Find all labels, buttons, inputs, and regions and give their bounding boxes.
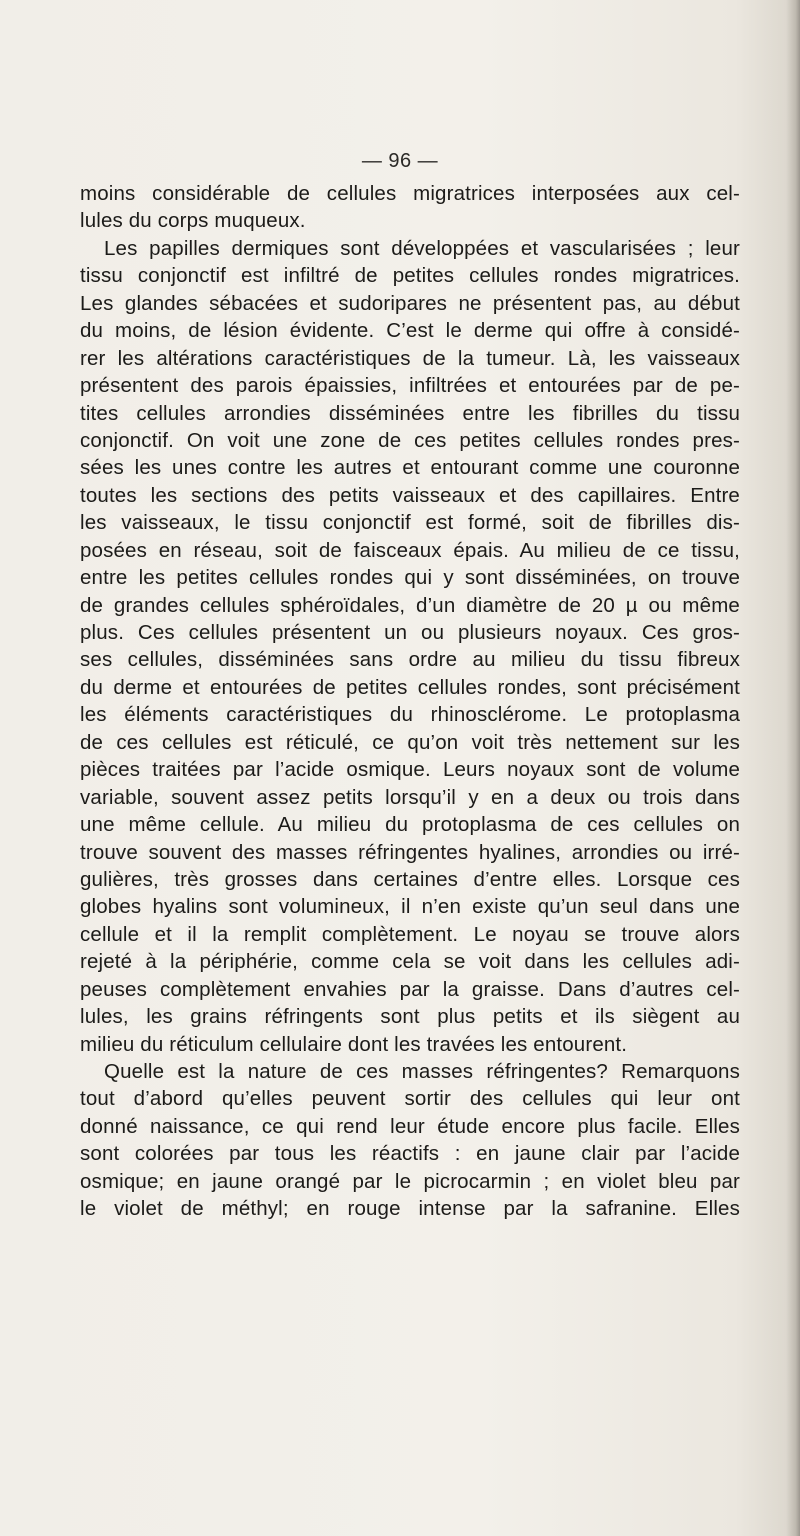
text-line: du derme et entourées de petites cellules rondes, sont précisément [80, 675, 740, 699]
text-line: osmique; en jaune orangé par le picrocarmin ; en violet bleu par [80, 1169, 740, 1193]
text-line: peuses complètement envahies par la graisse. Dans d’autres cel- [80, 977, 740, 1001]
text-line: une même cellule. Au milieu du protoplasma de ces cellules on [80, 813, 740, 837]
text-line: du moins, de lésion évidente. C’est le derme qui offre à considé- [80, 319, 740, 343]
text-line: gulières, très grosses dans certaines d’entre elles. Lorsque ces [80, 867, 740, 891]
text-line: tout d’abord qu’elles peuvent sortir des cellules qui leur ont [80, 1087, 740, 1111]
text-line: trouve souvent des masses réfringentes hyalines, arrondies ou irré- [80, 840, 740, 864]
text-line: Quelle est la nature de ces masses réfringentes? Remarquons [104, 1060, 740, 1083]
text-line: conjonctif. On voit une zone de ces petites cellules rondes pres- [80, 428, 740, 452]
text-line: les éléments caractéristiques du rhinosclérome. Le protoplasma [80, 703, 740, 727]
text-line: moins considérable de cellules migratrices interposées aux cel- [80, 182, 740, 205]
text-line: Les papilles dermiques sont développées et vascularisées ; leur [104, 236, 740, 260]
text-line: globes hyalins sont volumineux, il n’en existe qu’un seul dans une [80, 895, 740, 919]
text-line: le violet de méthyl; en rouge intense par la safranine. Elles [80, 1197, 740, 1221]
text-line: les vaisseaux, le tissu conjonctif est formé, soit de fibrilles dis- [80, 511, 740, 535]
body-text [80, 180, 740, 1223]
text-line: variable, souvent assez petits lorsqu’il y en a deux ou trois dans [80, 785, 740, 809]
text-line: ses cellules, disséminées sans ordre au milieu du tissu fibreux [80, 648, 740, 672]
text-line: posées en réseau, soit de faisceaux épais. Au milieu de ce tissu, [80, 538, 740, 562]
text-line: milieu du réticulum cellulaire dont les travées les entourent. [80, 1032, 628, 1056]
text-line: toutes les sections des petits vaisseaux et des capillaires. Entre [80, 483, 740, 507]
text-line: sées les unes contre les autres et entourant comme une couronne [80, 456, 740, 480]
text-line: tissu conjonctif est infiltré de petites cellules rondes migratrices. [80, 264, 740, 288]
text-line: Les glandes sébacées et sudoripares ne présentent pas, au début [80, 291, 740, 315]
text-line: pièces traitées par l’acide osmique. Leurs noyaux sont de volume [80, 758, 740, 782]
text-line: lules, les grains réfringents sont plus petits et ils siègent au [80, 1005, 740, 1029]
text-line: entre les petites cellules rondes qui y sont disséminées, on trouve [80, 566, 740, 590]
text-line: donné naissance, ce qui rend leur étude encore plus facile. Elles [80, 1114, 740, 1138]
text-line: présentent des parois épaissies, infiltrées et entourées par de pe- [80, 374, 740, 398]
page-number: — 96 — [361, 150, 439, 172]
page-edge-shadow [786, 0, 800, 1536]
text-line: plus. Ces cellules présentent un ou plusieurs noyaux. Ces gros- [80, 621, 740, 644]
text-line: de grandes cellules sphéroïdales, d’un diamètre de 20 µ ou même [80, 593, 740, 617]
text-line: rejeté à la périphérie, comme cela se voit dans les cellules adi- [80, 950, 740, 974]
text-line: cellule et il la remplit complètement. Le noyau se trouve alors [80, 922, 740, 946]
text-line: lules du corps muqueux. [80, 209, 306, 233]
text-line: rer les altérations caractéristiques de la tumeur. Là, les vaisseaux [80, 346, 740, 370]
text-line: de ces cellules est réticulé, ce qu’on voit très nettement sur les [80, 730, 740, 754]
text-line: sont colorées par tous les réactifs : en jaune clair par l’acide [80, 1142, 740, 1166]
text-line: tites cellules arrondies disséminées entre les fibrilles du tissu [80, 401, 740, 425]
